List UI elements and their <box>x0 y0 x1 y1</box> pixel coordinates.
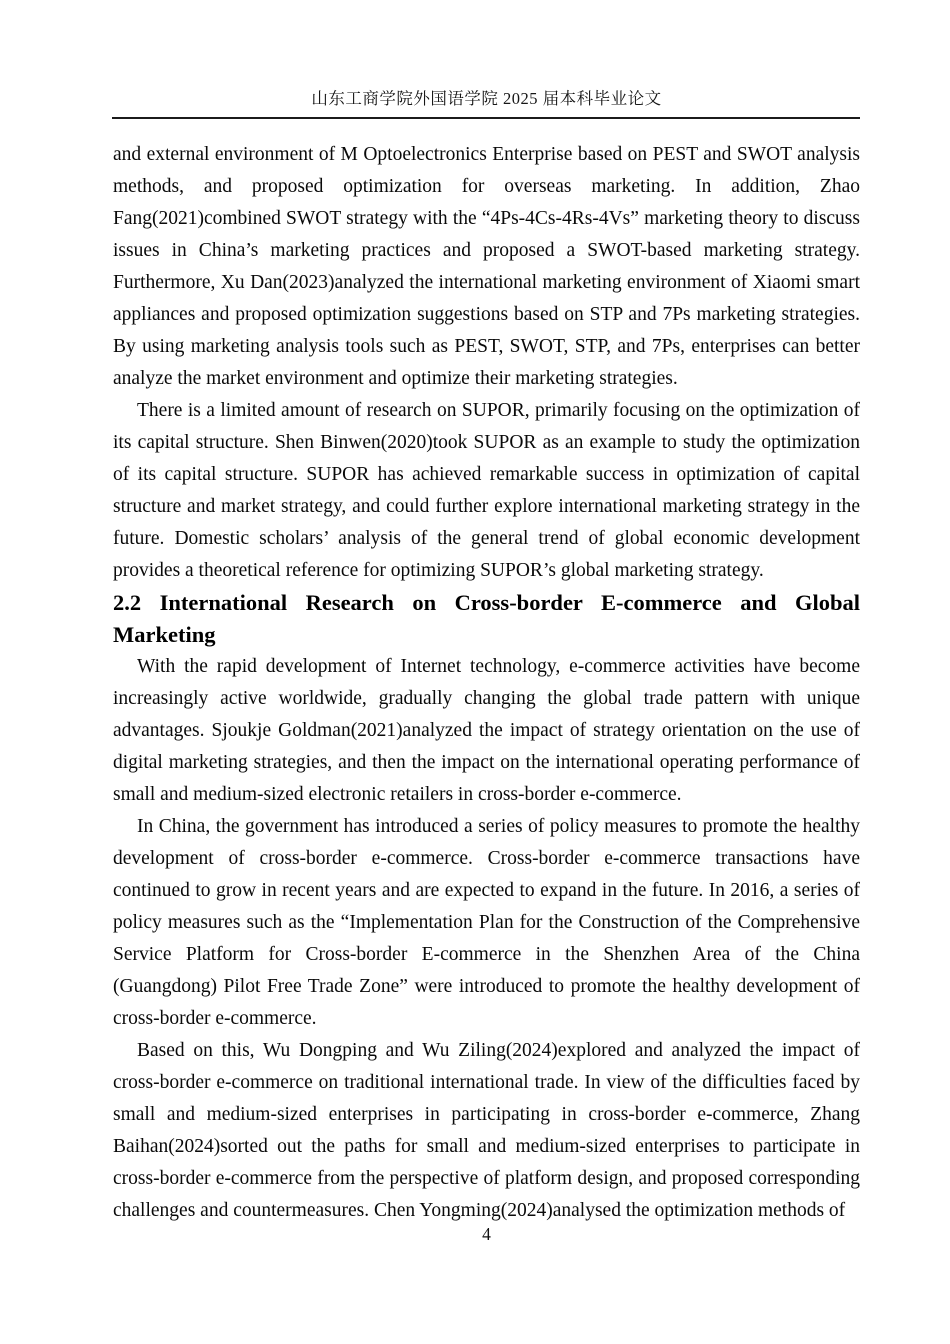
header-rule <box>112 117 860 119</box>
paragraph-internet-development: With the rapid development of Internet technology, e-commerce activities have become increasingly active worldwide, gradually changing the global trade pattern with unique advantages. Sjoukje Goldman(2021)analyzed the impact of strategy orientation on the use of digital marketing strategies, and then the impact on the international operating performance of small and medium-sized electronic retailers in cross-border e-commerce. <box>113 656 860 805</box>
section-heading-2-2: 2.2 International Research on Cross-border E-commerce and Global Marketing <box>113 590 860 647</box>
paragraph-cross-border-impact: Based on this, Wu Dongping and Wu Ziling(2024)explored and analyzed the impact of cross-border e-commerce on traditional international trade. In view of the difficulties faced by small and medium-sized enterprises in participating in cross-border e-commerce, Zhang Baihan(2024)sorted out the paths for small and medium-sized enterprises to participate in cross-border e-commerce from the perspective of platform design, and proposed corresponding challenges and countermeasures. Chen Yongming(2024)analysed the optimization methods of <box>113 1040 860 1221</box>
running-header: 山东工商学院外国语学院 2025 届本科毕业论文 <box>311 89 662 108</box>
paragraph-supor-research: There is a limited amount of research on SUPOR, primarily focusing on the optimization of its capital structure. Shen Binwen(2020)took SUPOR as an example to study the optimization of its capital structure. SUPOR has achieved remarkable success in optimization of capital structure and market strategy, and could further explore international marketing strategy in the future. Domestic scholars’ analysis of the general trend of global economic development provides a theoretical reference for optimizing SUPOR’s global marketing strategy. <box>113 400 860 581</box>
page-footer <box>113 1222 860 1246</box>
paragraph-china-policy: In China, the government has introduced a series of policy measures to promote the healthy development of cross-border e-commerce. Cross-border e-commerce transactions have continued to grow in recent years and are expected to expand in the future. In 2016, a series of policy measures such as the “Implementation Plan for the Construction of the Comprehensive Service Platform for Cross-border E-commerce in the Shenzhen Area of the China (Guangdong) Pilot Free Trade Zone” were introduced to promote the healthy development of cross-border e-commerce. <box>113 816 860 1029</box>
page-number: 4 <box>482 1224 491 1244</box>
page-body <box>113 139 860 1227</box>
paragraph-pest-swot-analysis: and external environment of M Optoelectronics Enterprise based on PEST and SWOT analysis methods, and proposed optimization for overseas marketing. In addition, Zhao Fang(2021)combined SWOT strategy with the “4Ps-4Cs-4Rs-4Vs” marketing theory to discuss issues in China’s marketing practices and proposed a SWOT-based marketing strategy. Furthermore, Xu Dan(2023)analyzed the international marketing environment of Xiaomi smart appliances and proposed optimization suggestions based on STP and 7Ps marketing strategies. By using marketing analysis tools such as PEST, SWOT, STP, and 7Ps, enterprises can better analyze the market environment and optimize their marketing strategies. <box>113 144 860 389</box>
